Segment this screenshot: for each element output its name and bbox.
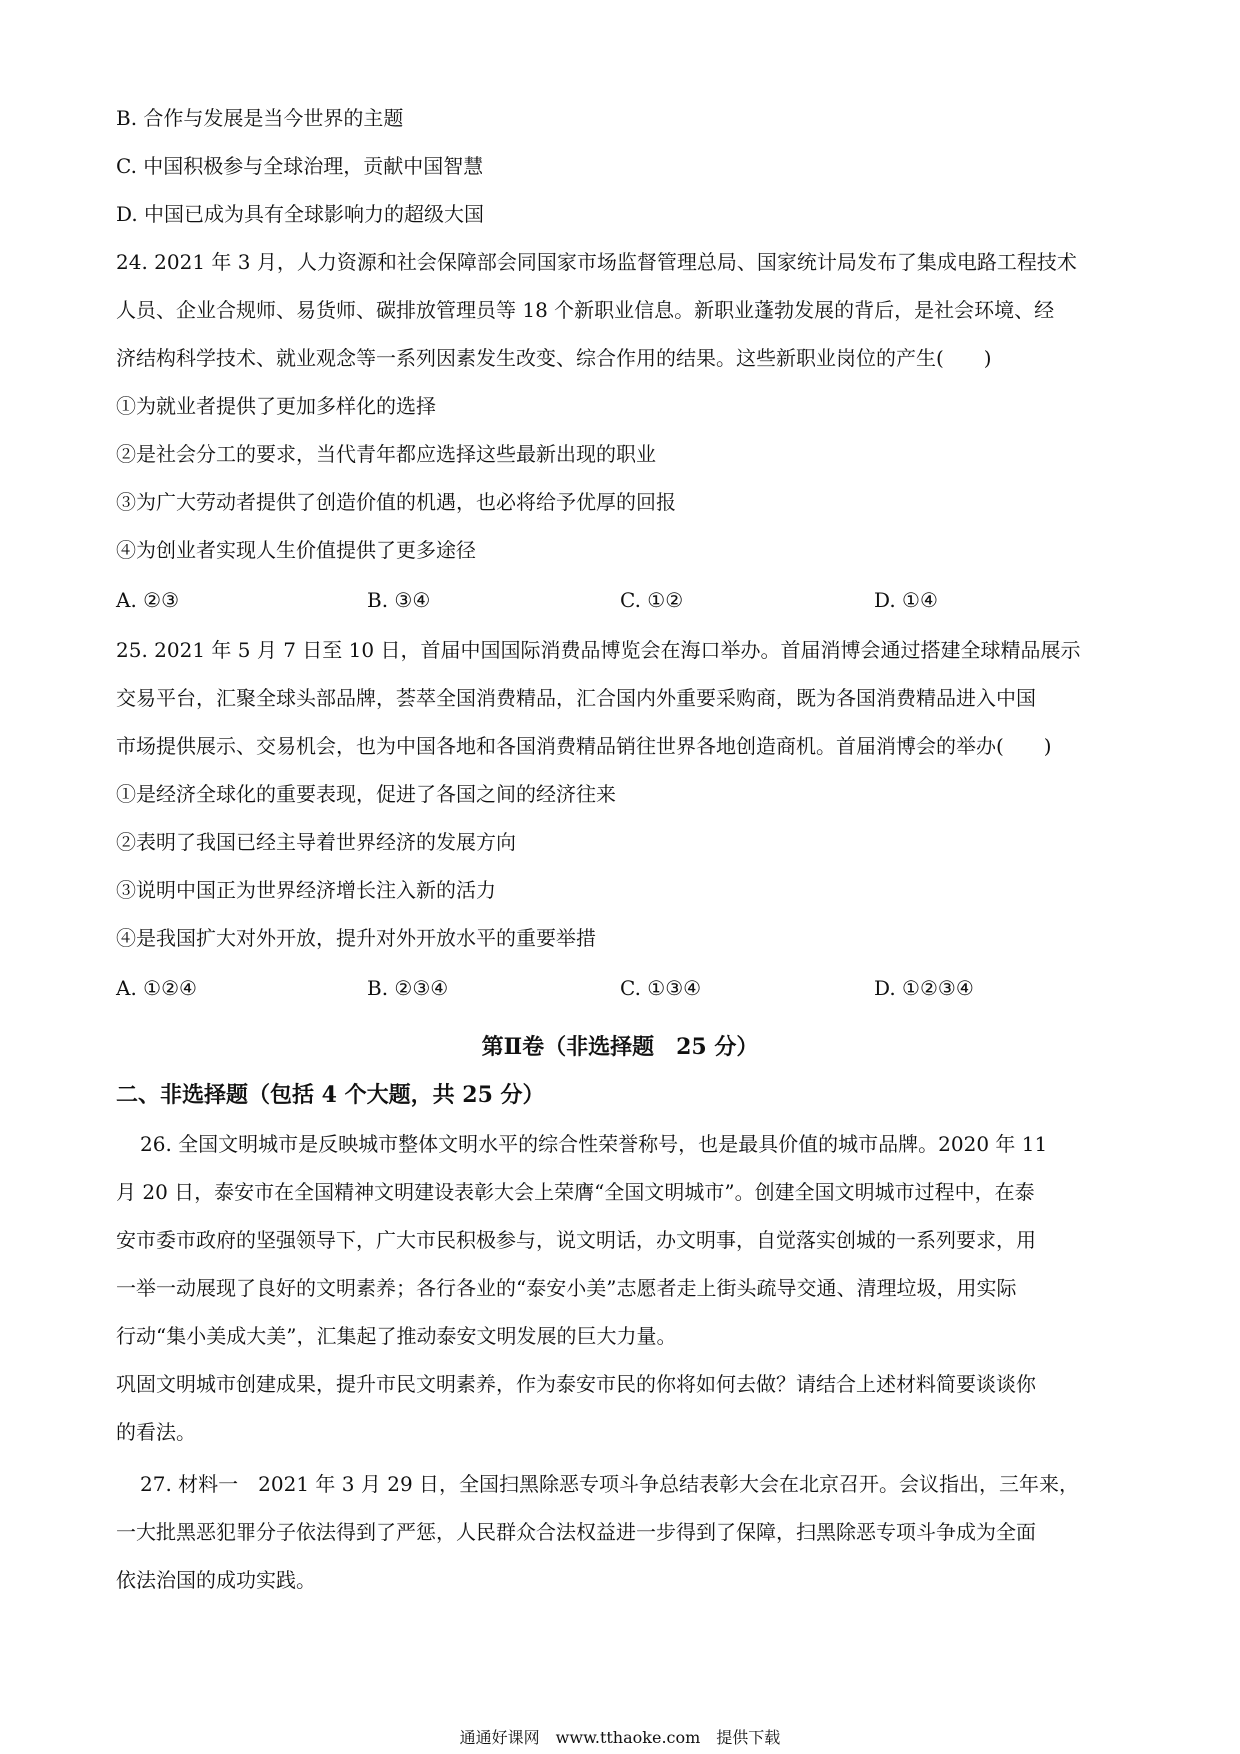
q26-material-line: 月 20 日，泰安市在全国精神文明建设表彰大会上荣膺“全国文明城市”。创建全国文明城市过程中，在泰 [116, 1180, 1035, 1204]
q25-statement-2: ②表明了我国已经主导着世界经济的发展方向 [116, 830, 516, 854]
q24-choice-a: A. ②③ [116, 588, 180, 612]
q23-option-b: B. 合作与发展是当今世界的主题 [116, 106, 404, 130]
q25-choice-a: A. ①②④ [116, 976, 197, 1000]
section-2-heading: 二、非选择题（包括 4 个大题，共 25 分） [116, 1082, 545, 1108]
q26-material-line: 26. 全国文明城市是反映城市整体文明水平的综合性荣誉称号，也是最具价值的城市品牌。2020 年 11 [140, 1132, 1048, 1156]
q24-choice-b: B. ③④ [367, 588, 431, 612]
q26-material-line: 行动“集小美成大美”，汇集起了推动泰安文明发展的巨大力量。 [116, 1324, 677, 1348]
q23-option-c: C. 中国积极参与全球治理，贡献中国智慧 [116, 154, 484, 178]
q26-question-line: 巩固文明城市创建成果，提升市民文明素养，作为泰安市民的你将如何去做？请结合上述材料简要谈谈你 [116, 1372, 1036, 1396]
q24-stem-line: 24. 2021 年 3 月，人力资源和社会保障部会同国家市场监督管理总局、国家统计局发布了集成电路工程技术 [116, 250, 1077, 274]
q24-choice-d: D. ①④ [874, 588, 938, 612]
q25-choice-d: D. ①②③④ [874, 976, 974, 1000]
q24-choice-c: C. ①② [620, 588, 684, 612]
page-footer: 通通好课网 www.tthaoke.com 提供下载 [459, 1728, 781, 1747]
q25-statement-4: ④是我国扩大对外开放，提升对外开放水平的重要举措 [116, 926, 596, 950]
q24-stem-line: 济结构科学技术、就业观念等一系列因素发生改变、综合作用的结果。这些新职业岗位的产生( ) [116, 346, 992, 370]
section-2-title: 第Ⅱ卷（非选择题 25 分） [481, 1034, 759, 1060]
q25-stem-line: 市场提供展示、交易机会，也为中国各地和各国消费精品销往世界各地创造商机。首届消博会的举办( ) [116, 734, 1052, 758]
q24-statement-1: ①为就业者提供了更加多样化的选择 [116, 394, 436, 418]
q25-statement-1: ①是经济全球化的重要表现，促进了各国之间的经济往来 [116, 782, 616, 806]
q24-statement-2: ②是社会分工的要求，当代青年都应选择这些最新出现的职业 [116, 442, 656, 466]
q25-stem-line: 25. 2021 年 5 月 7 日至 10 日，首届中国国际消费品博览会在海口举办。首届消博会通过搭建全球精品展示 [116, 638, 1081, 662]
q25-choice-c: C. ①③④ [620, 976, 702, 1000]
q25-statement-3: ③说明中国正为世界经济增长注入新的活力 [116, 878, 496, 902]
q27-material-line: 依法治国的成功实践。 [116, 1568, 316, 1592]
q26-material-line: 一举一动展现了良好的文明素养；各行各业的“泰安小美”志愿者走上街头疏导交通、清理垃圾，用实际 [116, 1276, 1017, 1300]
q27-material-line: 一大批黑恶犯罪分子依法得到了严惩，人民群众合法权益进一步得到了保障，扫黑除恶专项斗争成为全面 [116, 1520, 1036, 1544]
q26-question-line: 的看法。 [116, 1420, 196, 1444]
q24-statement-3: ③为广大劳动者提供了创造价值的机遇，也必将给予优厚的回报 [116, 490, 676, 514]
q24-stem-line: 人员、企业合规师、易货师、碳排放管理员等 18 个新职业信息。新职业蓬勃发展的背后，是社会环境、经 [116, 298, 1055, 322]
q25-stem-line: 交易平台，汇聚全球头部品牌，荟萃全国消费精品，汇合国内外重要采购商，既为各国消费精品进入中国 [116, 686, 1036, 710]
q25-choice-b: B. ②③④ [367, 976, 449, 1000]
q27-material-line: 27. 材料一 2021 年 3 月 29 日，全国扫黑除恶专项斗争总结表彰大会在北京召开。会议指出，三年来， [140, 1472, 1080, 1496]
q24-statement-4: ④为创业者实现人生价值提供了更多途径 [116, 538, 476, 562]
q23-option-d: D. 中国已成为具有全球影响力的超级大国 [116, 202, 485, 226]
q26-material-line: 安市委市政府的坚强领导下，广大市民积极参与，说文明话，办文明事，自觉落实创城的一系列要求，用 [116, 1228, 1036, 1252]
